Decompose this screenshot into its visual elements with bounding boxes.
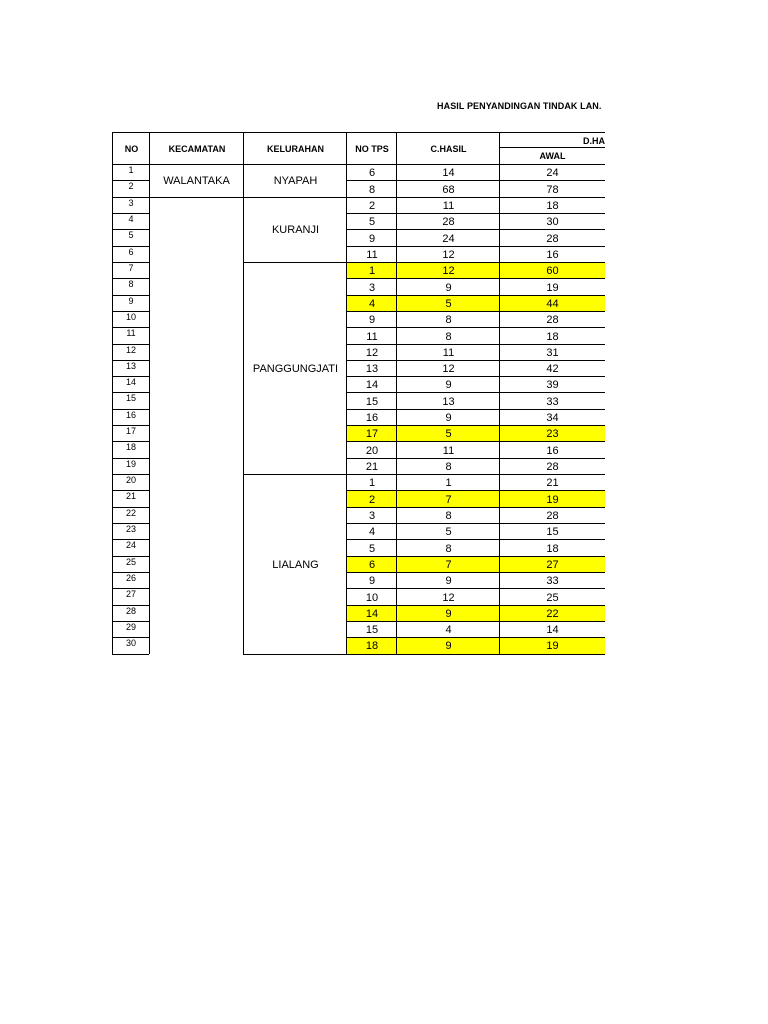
c-hasil-cell: 12 <box>396 360 500 377</box>
c-hasil-cell: 13 <box>396 392 500 410</box>
row-number: 28 <box>112 605 150 621</box>
tps-cell: 6 <box>346 556 397 573</box>
row-divider <box>112 605 149 606</box>
c-hasil-cell: 28 <box>396 213 500 230</box>
tps-cell: 15 <box>346 621 397 638</box>
row-number: 29 <box>112 621 150 637</box>
c-hasil-cell: 5 <box>396 295 500 312</box>
c-hasil-cell: 7 <box>396 556 500 573</box>
row-number: 10 <box>112 311 150 327</box>
tps-cell: 18 <box>346 637 397 655</box>
row-divider <box>112 539 149 540</box>
c-hasil-cell: 12 <box>396 262 500 279</box>
row-number: 17 <box>112 425 150 441</box>
c-hasil-cell: 9 <box>396 409 500 426</box>
tps-cell: 3 <box>346 278 397 296</box>
awal-cell: 33 <box>499 572 605 589</box>
tps-cell: 1 <box>346 262 397 279</box>
awal-cell: 28 <box>499 458 605 475</box>
awal-cell: 28 <box>499 311 605 328</box>
tps-cell: 13 <box>346 360 397 377</box>
c-hasil-cell: 68 <box>396 180 500 198</box>
tps-cell: 21 <box>346 458 397 475</box>
kelurahan-cell: KURANJI <box>243 197 347 263</box>
row-number: 11 <box>112 327 150 344</box>
row-number: 23 <box>112 523 150 539</box>
row-number: 19 <box>112 458 150 474</box>
row-divider <box>112 164 149 165</box>
awal-cell: 28 <box>499 229 605 247</box>
row-number: 5 <box>112 229 150 246</box>
row-divider <box>112 180 149 181</box>
tps-cell: 14 <box>346 605 397 622</box>
row-divider <box>112 213 149 214</box>
tps-cell: 17 <box>346 425 397 442</box>
row-divider <box>112 327 149 328</box>
row-divider <box>112 246 149 247</box>
row-number: 18 <box>112 441 150 458</box>
tps-cell: 11 <box>346 327 397 345</box>
row-divider <box>112 572 149 573</box>
row-number: 21 <box>112 490 150 507</box>
awal-cell: 23 <box>499 425 605 442</box>
row-number: 14 <box>112 376 150 392</box>
row-divider <box>112 344 149 345</box>
awal-cell: 31 <box>499 344 605 361</box>
row-divider <box>112 588 149 589</box>
c-hasil-cell: 7 <box>396 490 500 508</box>
row-number: 8 <box>112 278 150 295</box>
row-divider <box>112 229 149 230</box>
row-divider <box>112 654 149 655</box>
row-divider <box>112 458 149 459</box>
column-divider <box>243 197 244 654</box>
c-hasil-cell: 11 <box>396 197 500 214</box>
kelurahan-cell: NYAPAH <box>243 164 347 198</box>
kecamatan-cell: WALANTAKA <box>149 164 244 198</box>
header-c-hasil: C.HASIL <box>396 132 500 164</box>
header-no: NO <box>112 132 150 164</box>
awal-cell: 18 <box>499 539 605 557</box>
row-divider <box>112 523 149 524</box>
awal-cell: 14 <box>499 621 605 638</box>
tps-cell: 5 <box>346 213 397 230</box>
row-divider <box>112 490 149 491</box>
row-number: 16 <box>112 409 150 425</box>
row-divider <box>112 278 149 279</box>
kelurahan-cell: LIALANG <box>243 474 347 655</box>
awal-cell: 27 <box>499 556 605 573</box>
tps-cell: 9 <box>346 229 397 247</box>
header-kecamatan: KECAMATAN <box>149 132 244 164</box>
row-divider <box>112 474 149 475</box>
row-number: 6 <box>112 246 150 262</box>
awal-cell: 19 <box>499 637 605 655</box>
awal-cell: 19 <box>499 490 605 508</box>
row-divider <box>112 637 149 638</box>
tps-cell: 1 <box>346 474 397 491</box>
c-hasil-cell: 11 <box>396 441 500 459</box>
row-number: 12 <box>112 344 150 360</box>
c-hasil-cell: 1 <box>396 474 500 491</box>
c-hasil-cell: 9 <box>396 572 500 589</box>
c-hasil-cell: 4 <box>396 621 500 638</box>
c-hasil-cell: 8 <box>396 458 500 475</box>
awal-cell: 30 <box>499 213 605 230</box>
c-hasil-cell: 8 <box>396 507 500 524</box>
c-hasil-cell: 9 <box>396 637 500 655</box>
tps-cell: 5 <box>346 539 397 557</box>
awal-cell: 16 <box>499 441 605 459</box>
c-hasil-cell: 8 <box>396 539 500 557</box>
row-divider <box>112 262 149 263</box>
awal-cell: 18 <box>499 327 605 345</box>
row-divider <box>112 441 149 442</box>
tps-cell: 9 <box>346 572 397 589</box>
row-divider <box>112 311 149 312</box>
awal-cell: 78 <box>499 180 605 198</box>
header-d-hasil: D.HA <box>499 132 605 148</box>
row-number: 2 <box>112 180 150 197</box>
awal-cell: 24 <box>499 164 605 181</box>
awal-cell: 39 <box>499 376 605 393</box>
row-number: 27 <box>112 588 150 605</box>
row-number: 26 <box>112 572 150 588</box>
tps-cell: 15 <box>346 392 397 410</box>
header-no-tps: NO TPS <box>346 132 397 164</box>
tps-cell: 3 <box>346 507 397 524</box>
row-number: 1 <box>112 164 150 180</box>
awal-cell: 42 <box>499 360 605 377</box>
awal-cell: 33 <box>499 392 605 410</box>
tps-cell: 14 <box>346 376 397 393</box>
row-divider <box>112 197 149 198</box>
tps-cell: 6 <box>346 164 397 181</box>
header-awal: AWAL <box>499 147 605 164</box>
kecamatan-cell <box>149 197 244 655</box>
row-divider <box>112 556 149 557</box>
tps-cell: 9 <box>346 311 397 328</box>
tps-cell: 20 <box>346 441 397 459</box>
c-hasil-cell: 14 <box>396 164 500 181</box>
tps-cell: 10 <box>346 588 397 606</box>
awal-cell: 16 <box>499 246 605 263</box>
awal-cell: 18 <box>499 197 605 214</box>
c-hasil-cell: 9 <box>396 376 500 393</box>
row-divider <box>112 392 149 393</box>
tps-cell: 2 <box>346 197 397 214</box>
row-number: 3 <box>112 197 150 213</box>
row-number: 22 <box>112 507 150 523</box>
row-number: 9 <box>112 295 150 311</box>
awal-cell: 60 <box>499 262 605 279</box>
row-divider <box>112 360 149 361</box>
row-divider <box>112 295 149 296</box>
row-divider <box>112 621 149 622</box>
row-divider <box>112 376 149 377</box>
row-number: 7 <box>112 262 150 278</box>
c-hasil-cell: 8 <box>396 311 500 328</box>
row-number: 30 <box>112 637 150 654</box>
row-number: 24 <box>112 539 150 556</box>
tps-cell: 16 <box>346 409 397 426</box>
awal-cell: 25 <box>499 588 605 606</box>
awal-cell: 28 <box>499 507 605 524</box>
c-hasil-cell: 11 <box>396 344 500 361</box>
c-hasil-cell: 24 <box>396 229 500 247</box>
awal-cell: 21 <box>499 474 605 491</box>
tps-cell: 2 <box>346 490 397 508</box>
c-hasil-cell: 8 <box>396 327 500 345</box>
c-hasil-cell: 5 <box>396 523 500 540</box>
tps-cell: 4 <box>346 523 397 540</box>
row-number: 25 <box>112 556 150 572</box>
c-hasil-cell: 12 <box>396 588 500 606</box>
row-number: 20 <box>112 474 150 490</box>
c-hasil-cell: 5 <box>396 425 500 442</box>
c-hasil-cell: 9 <box>396 278 500 296</box>
kelurahan-cell: PANGGUNGJATI <box>243 262 347 475</box>
tps-cell: 4 <box>346 295 397 312</box>
row-divider <box>112 425 149 426</box>
tps-cell: 11 <box>346 246 397 263</box>
row-divider <box>112 507 149 508</box>
awal-cell: 44 <box>499 295 605 312</box>
document-title: HASIL PENYANDINGAN TINDAK LAN. <box>437 101 602 111</box>
tps-cell: 8 <box>346 180 397 198</box>
header-kelurahan: KELURAHAN <box>243 132 347 164</box>
row-number: 4 <box>112 213 150 229</box>
c-hasil-cell: 9 <box>396 605 500 622</box>
c-hasil-cell: 12 <box>396 246 500 263</box>
row-divider <box>112 409 149 410</box>
awal-cell: 34 <box>499 409 605 426</box>
awal-cell: 15 <box>499 523 605 540</box>
row-number: 13 <box>112 360 150 376</box>
row-number: 15 <box>112 392 150 409</box>
awal-cell: 19 <box>499 278 605 296</box>
tps-cell: 12 <box>346 344 397 361</box>
awal-cell: 22 <box>499 605 605 622</box>
